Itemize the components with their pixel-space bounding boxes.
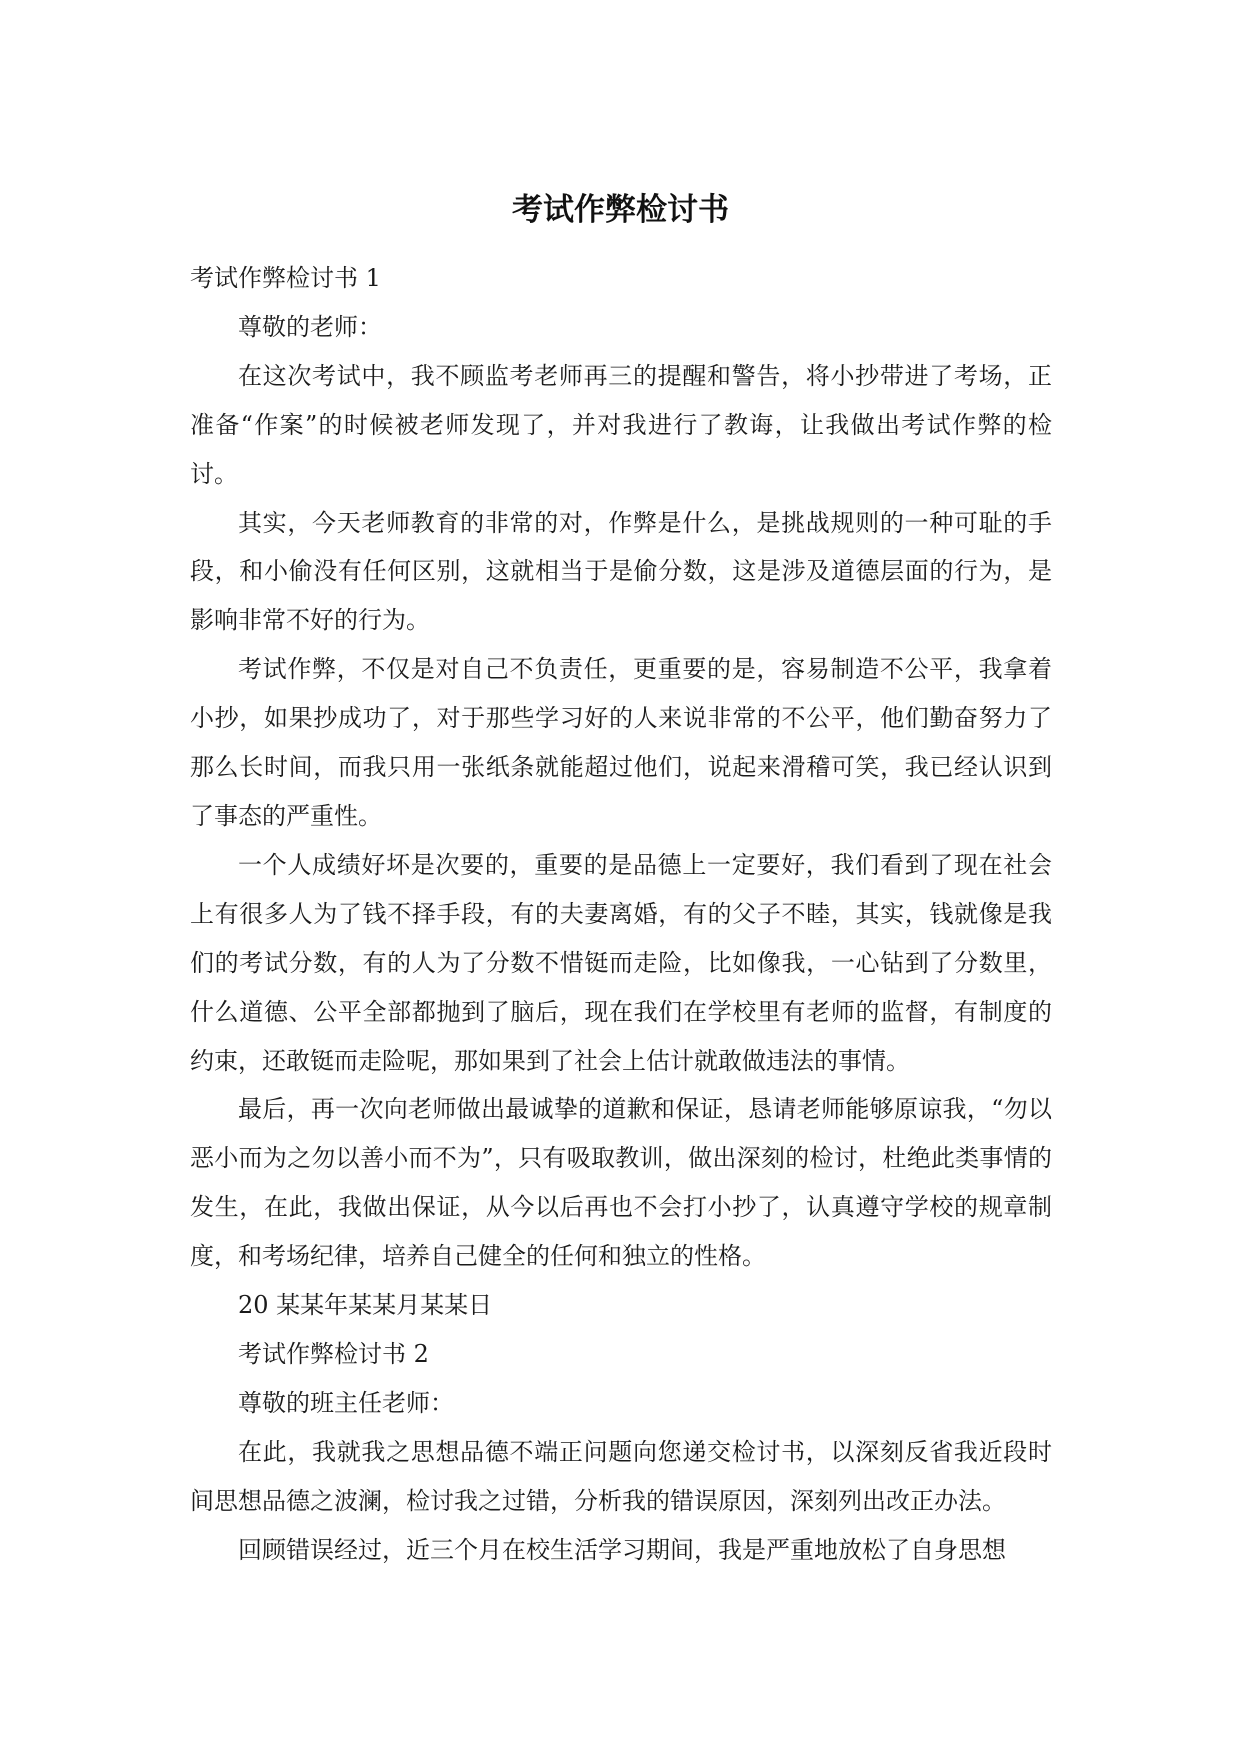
paragraph: 尊敬的班主任老师：: [238, 1388, 454, 1417]
paragraph: 在这次考试中，我不顾监考老师再三的提醒和警告，将小抄带进了考场，正准备“作案”的时候被老师发现了，并对我进行了教诲，让我做出考试作弊的检讨。: [190, 361, 1052, 488]
paragraph: 最后，再一次向老师做出最诚挚的道歉和保证，恳请老师能够原谅我，“勿以恶小而为之勿以善小而不为”，只有吸取教训，做出深刻的检讨，杜绝此类事情的发生，在此，我做出保证，从今以后再也不会打小抄了，认真遵守学校的规章制度，和考场纪律，培养自己健全的任何和独立的性格。: [190, 1095, 1052, 1271]
document-body: [190, 254, 1052, 1574]
paragraph: 其实，今天老师教育的非常的对，作弊是什么，是挑战规则的一种可耻的手段，和小偷没有任何区别，这就相当于是偷分数，这是涉及道德层面的行为，是影响非常不好的行为。: [190, 508, 1052, 635]
paragraph: 一个人成绩好坏是次要的，重要的是品德上一定要好，我们看到了现在社会上有很多人为了钱不择手段，有的夫妻离婚，有的父子不睦，其实，钱就像是我们的考试分数，有的人为了分数不惜铤而走险，比如像我，一心钻到了分数里，什么道德、公平全部都抛到了脑后，现在我们在学校里有老师的监督，有制度的约束，还敢铤而走险呢，那如果到了社会上估计就敢做违法的事情。: [190, 850, 1052, 1075]
paragraph: 考试作弊检讨书 1: [190, 264, 381, 292]
paragraph: 考试作弊，不仅是对自己不负责任，更重要的是，容易制造不公平，我拿着小抄，如果抄成功了，对于那些学习好的人来说非常的不公平，他们勤奋努力了那么长时间，而我只用一张纸条就能超过他们，说起来滑稽可笑，我已经认识到了事态的严重性。: [190, 655, 1052, 830]
paragraph: 尊敬的老师：: [238, 312, 382, 341]
paragraph: 考试作弊检讨书 2: [238, 1339, 429, 1368]
document-title: 考试作弊检讨书: [512, 192, 729, 228]
paragraph: 在此，我就我之思想品德不端正问题向您递交检讨书，以深刻反省我近段时间思想品德之波澜，检讨我之过错，分析我的错误原因，深刻列出改正办法。: [190, 1437, 1052, 1515]
paragraph: 20 某某年某某月某某日: [238, 1291, 493, 1320]
paragraph: 回顾错误经过，近三个月在校生活学习期间，我是严重地放松了自身思想: [238, 1535, 1006, 1564]
